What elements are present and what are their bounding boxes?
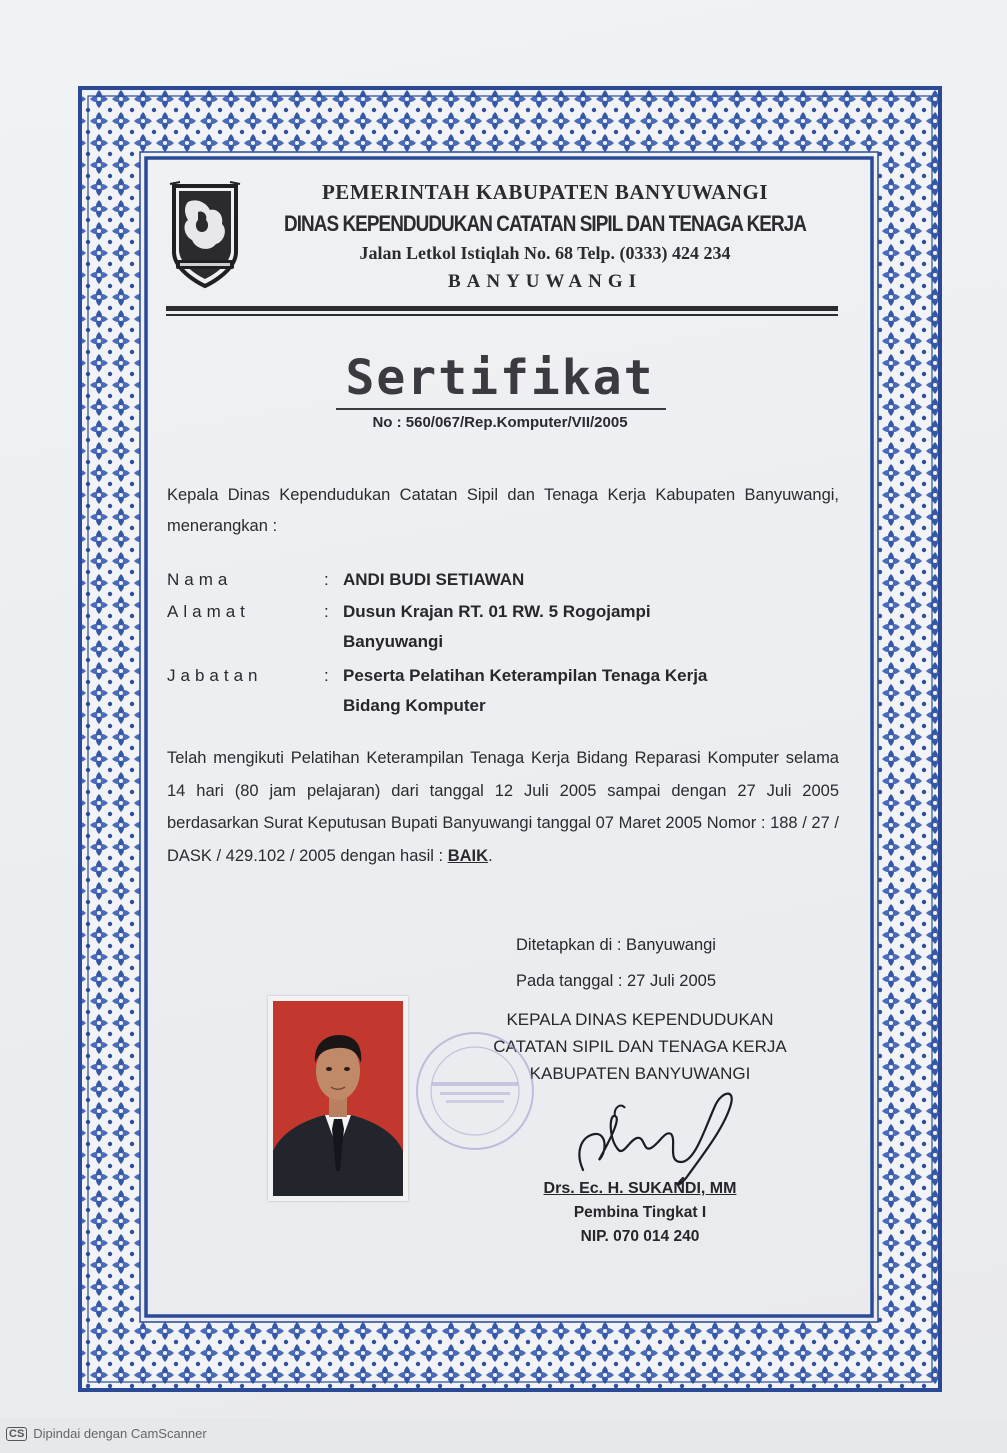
title-underline [336,408,666,410]
result-suffix: . [488,846,493,865]
header-city: BANYUWANGI [447,271,643,292]
nama-value: ANDI BUDI SETIAWAN [343,570,525,589]
signatory-rank: Pembina Tingkat I [573,1204,707,1221]
certificate-number: No : 560/067/Rep.Komputer/VII/2005 [372,414,628,431]
signatory-office-line3: KABUPATEN BANYUWANGI [529,1064,751,1083]
scanner-footer [6,1426,207,1441]
certificate-title: Sertifikat [345,350,655,406]
result-value: BAIK [447,846,489,865]
jabatan-value-line1: Peserta Pelatihan Keterampilan Tenaga Kerja [343,666,708,685]
issued-date: Pada tanggal : 27 Juli 2005 [516,972,716,990]
body-paragraph [167,742,839,872]
jabatan-label: Jabatan [167,666,263,685]
person-portrait-icon [273,1001,403,1196]
alamat-colon: : [324,602,329,621]
jabatan-value-line2: Bidang Komputer [343,696,486,715]
signatory-office-line1: KEPALA DINAS KEPENDUDUKAN [506,1010,774,1029]
scanner-text: Dipindai dengan CamScanner [33,1426,207,1441]
header-government: PEMERINTAH KABUPATEN BANYUWANGI [321,180,769,204]
regency-emblem-icon [166,180,244,292]
certificate-content [140,158,860,1288]
nama-colon: : [324,570,329,589]
header-department: DINAS KEPENDUDUKAN CATATAN SIPIL DAN TENAGA KERJA [284,211,806,236]
jabatan-colon: : [324,666,329,685]
signatory-office-line2: CATATAN SIPIL DAN TENAGA KERJA [493,1037,787,1056]
signatory-name: Drs. Ec. H. SUKANDI, MM [543,1180,737,1197]
alamat-value-line1: Dusun Krajan RT. 01 RW. 5 Rogojampi [343,602,651,621]
header-rule-thin [166,314,838,316]
nama-label: Nama [167,570,233,589]
official-stamp [410,1026,540,1156]
participant-photo [268,996,408,1201]
header-rule-thick [166,306,838,311]
alamat-label: Alamat [167,602,250,621]
intro-paragraph: Kepala Dinas Kependudukan Catatan Sipil dan Tenaga Kerja Kabupaten Banyuwangi, menerangkan : [167,486,839,535]
alamat-value-line2: Banyuwangi [343,632,444,651]
signatory-nip: NIP. 070 014 240 [580,1228,700,1245]
issued-place: Ditetapkan di : Banyuwangi [516,936,716,954]
camscanner-logo-icon: CS [6,1427,27,1441]
body-text: Telah mengikuti Pelatihan Keterampilan Tenaga Kerja Bidang Reparasi Komputer selama 14 hari (80 jam pelajaran) dari tanggal 12 Juli 2005 sampai dengan 27 Juli 2005 berdasarkan Surat Keputusan Bupati Banyuwangi tanggal 07 Maret 2005 Nomor : 188 / 27 / DASK / 429.102 / 2005 dengan hasil : [167,749,839,865]
header-address: Jalan Letkol Istiqlah No. 68 Telp. (0333) 424 234 [359,243,731,263]
